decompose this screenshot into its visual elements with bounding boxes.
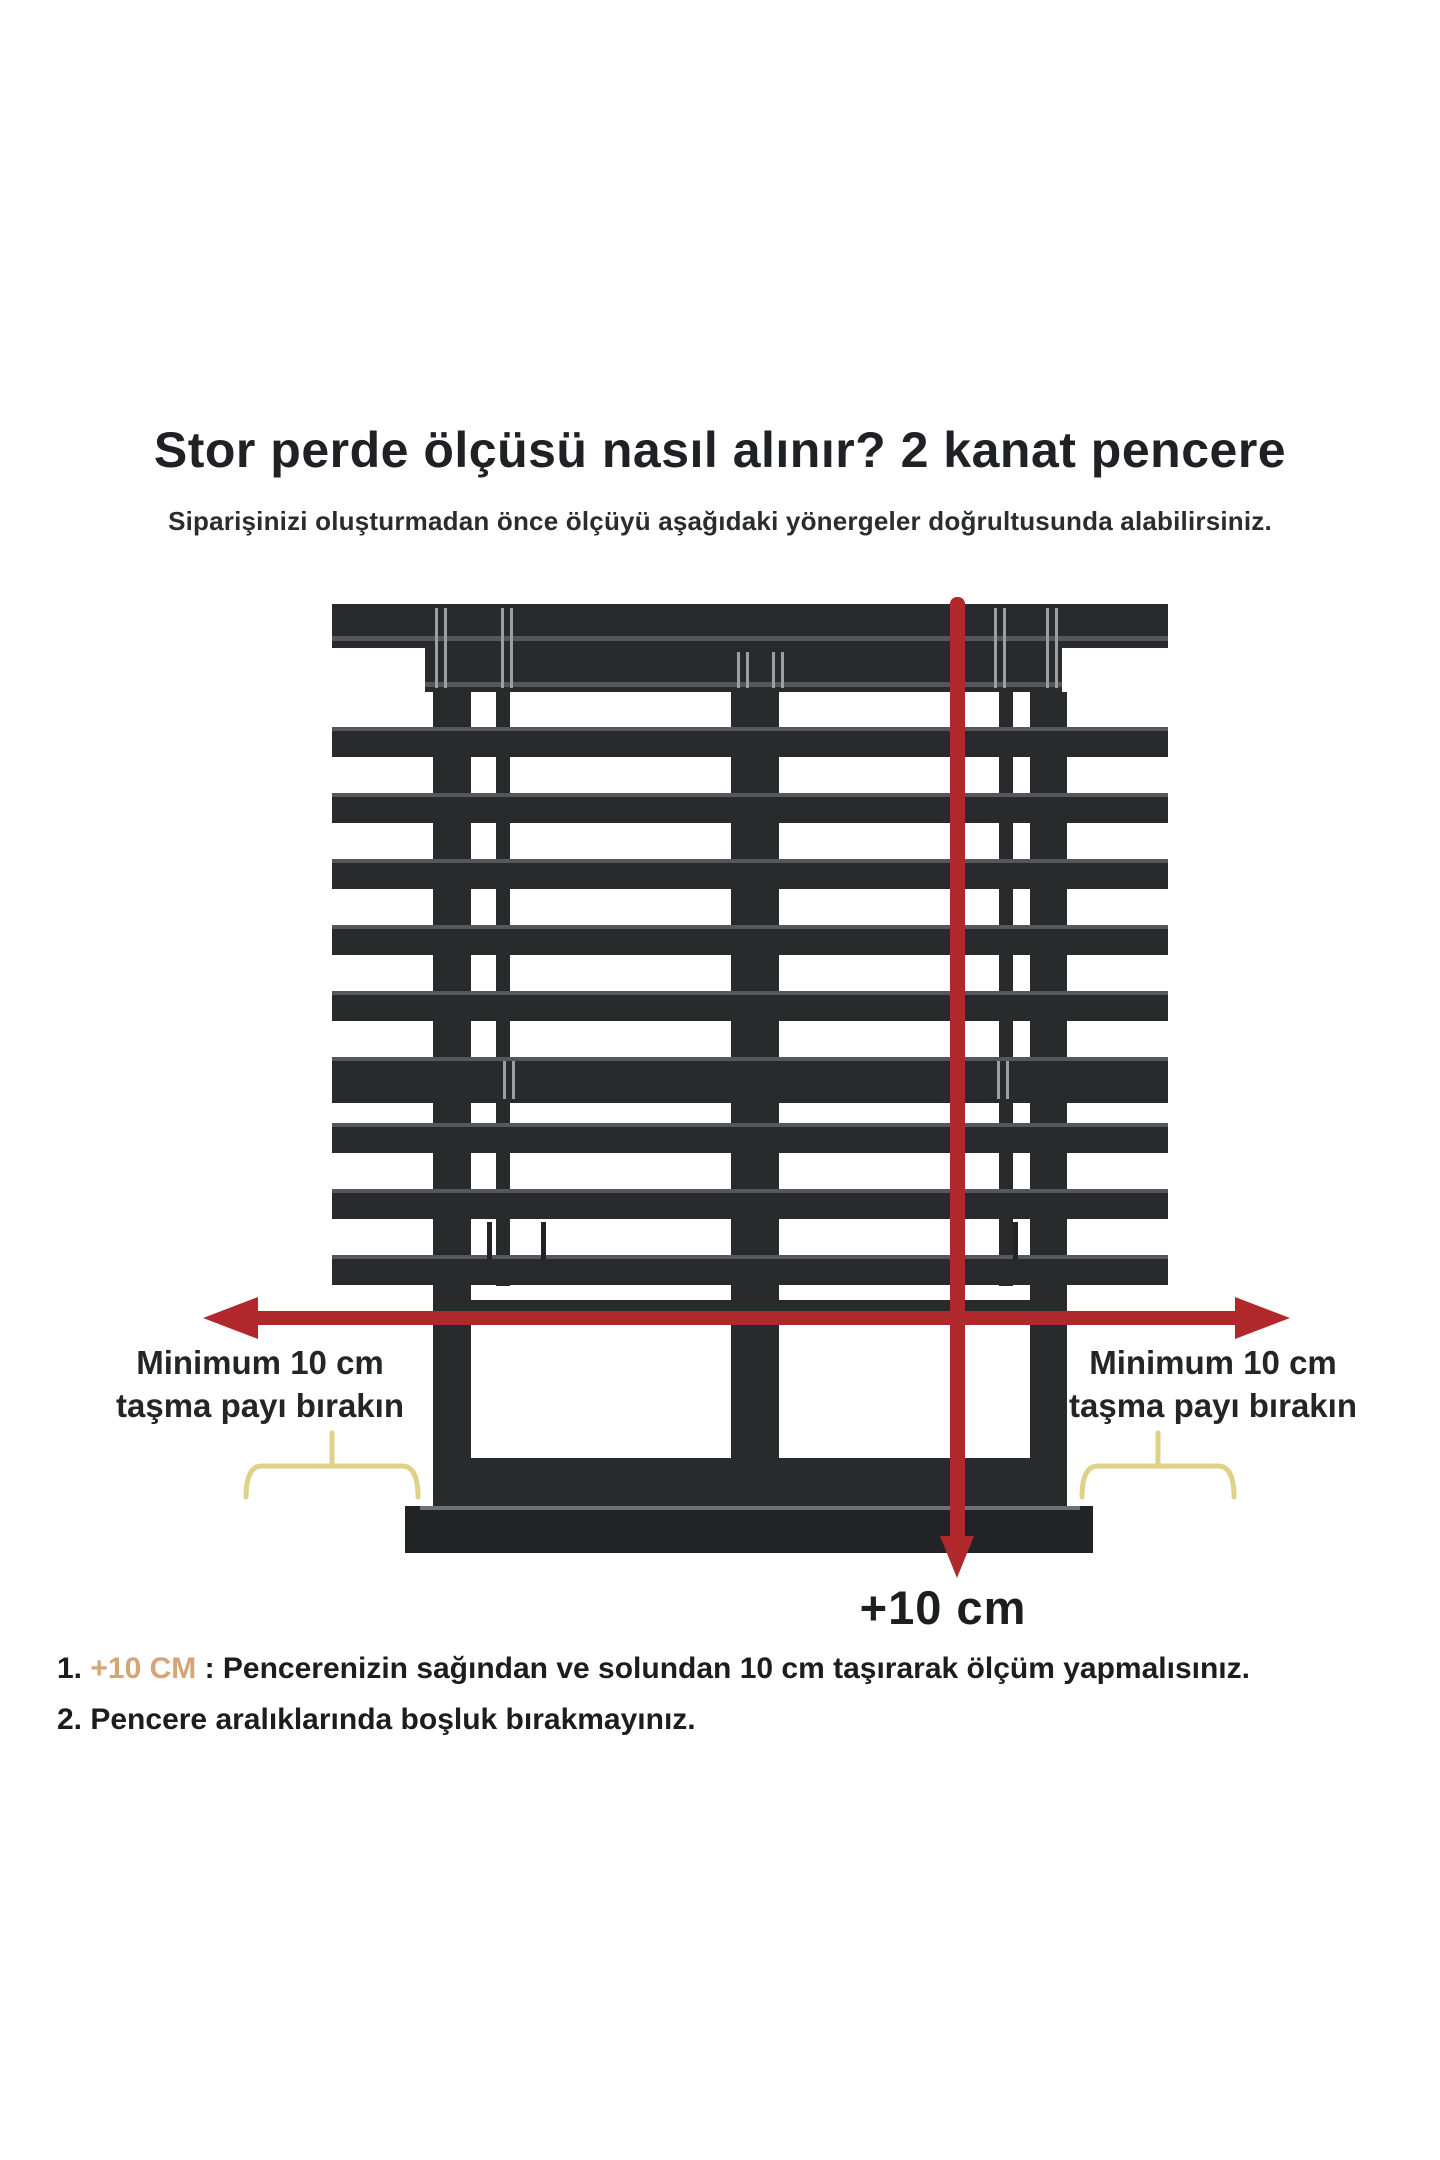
- instruction-1-text: : Pencerenizin sağından ve solundan 10 cm taşırarak ölçüm yapmalısınız.: [196, 1652, 1250, 1685]
- instructions-list: [57, 1643, 1417, 1745]
- bottom-measure-label: +10 cm: [859, 1581, 1027, 1634]
- instruction-item-1: [57, 1643, 1417, 1694]
- right-overhang-label: [1048, 1341, 1378, 1427]
- instruction-2-text: Pencere aralıklarında boşluk bırakmayınız.: [90, 1703, 696, 1736]
- instruction-1-highlight: +10 CM: [90, 1652, 197, 1685]
- blind-slats: [332, 727, 1168, 1285]
- blind-bottom-band: [332, 1057, 1168, 1103]
- instruction-item-2: [57, 1694, 1417, 1745]
- left-overhang-label-line1: Minimum 10 cm: [136, 1344, 384, 1381]
- right-overhang-label-line2: taşma payı bırakın: [1069, 1387, 1357, 1424]
- instruction-1-number: 1.: [57, 1652, 91, 1685]
- window-sill: [405, 1506, 1093, 1553]
- left-overhang-brace: [246, 1433, 418, 1497]
- window-lower-frame: [433, 1300, 1067, 1506]
- blind-head-rail: [332, 604, 1168, 692]
- right-overhang-label-line1: Minimum 10 cm: [1089, 1344, 1337, 1381]
- left-overhang-label: [95, 1341, 425, 1427]
- left-overhang-label-line2: taşma payı bırakın: [116, 1387, 404, 1424]
- page-title: Stor perde ölçüsü nasıl alınır? 2 kanat pencere: [153, 422, 1287, 478]
- instruction-2-number: 2.: [57, 1703, 91, 1736]
- right-overhang-brace: [1082, 1433, 1234, 1497]
- page-subtitle: Siparişinizi oluşturmadan önce ölçüyü aşağıdaki yönergeler doğrultusunda alabilirsiniz.: [168, 506, 1272, 536]
